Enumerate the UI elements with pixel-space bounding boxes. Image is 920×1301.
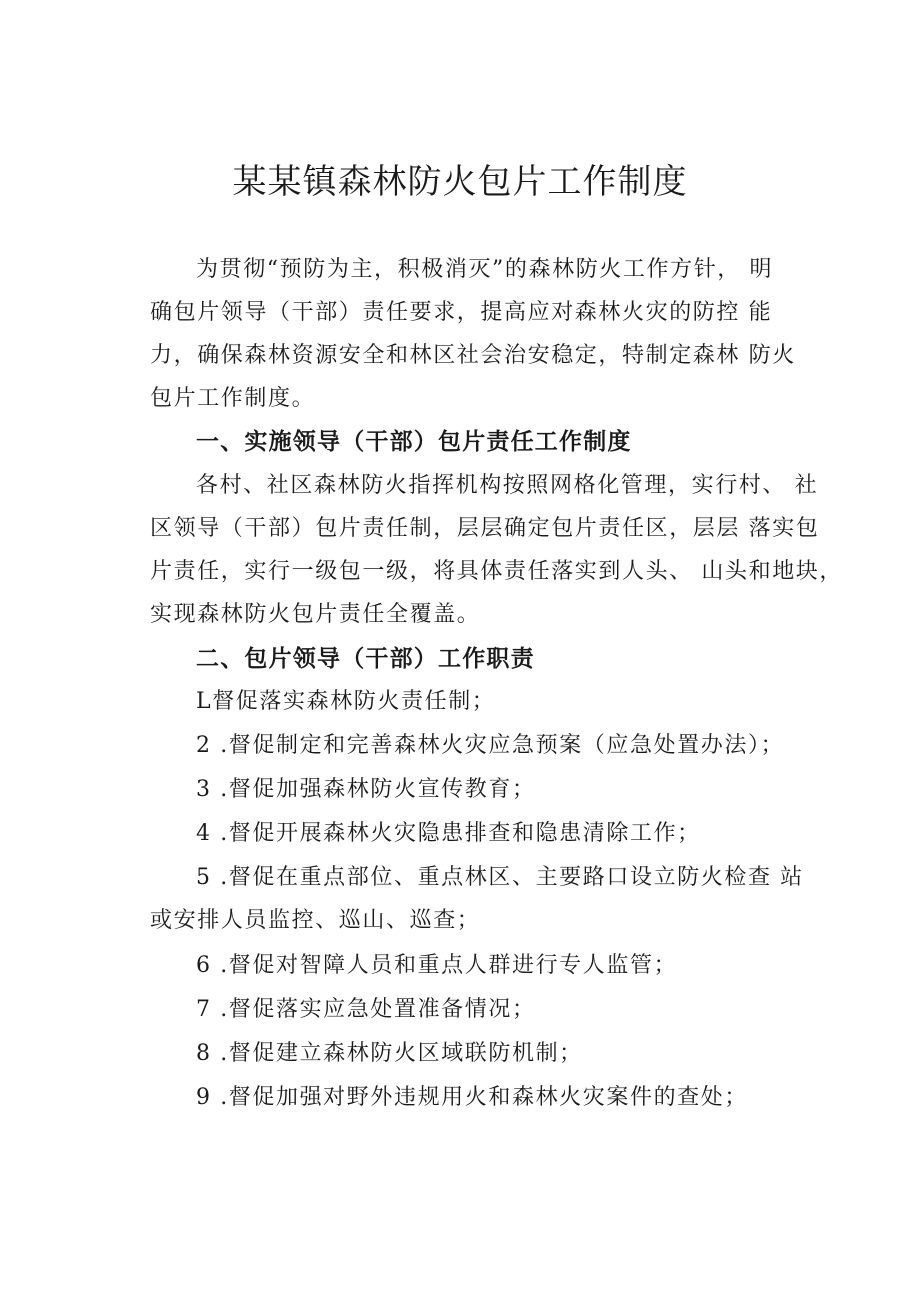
duty-item-9: 9 .督促加强对野外违规用火和森林火灾案件的查处； xyxy=(196,1085,748,1110)
document-title: 某某镇森林防火包片工作制度 xyxy=(232,162,688,202)
duty-item-4: 4 .督促开展森林火灾隐患排查和隐患清除工作； xyxy=(196,821,701,846)
section1-line-4: 实现森林防火包片责任全覆盖。 xyxy=(150,602,481,627)
duty-item-1: L督促落实森林防火责任制； xyxy=(196,689,496,714)
intro-line-3: 力，确保森林资源安全和林区社会治安稳定，特制定森林 防火 xyxy=(150,343,796,368)
section1-line-1: 各村、社区森林防火指挥机构按照网格化管理，实行村、 社 xyxy=(196,473,819,498)
duty-item-5: 5 .督促在重点部位、重点林区、主要路口设立防火检查 站 xyxy=(196,865,804,890)
duty-item-7: 7 .督促落实应急处置准备情况； xyxy=(196,997,536,1022)
duty-item-2: 2 .督促制定和完善森林火灾应急预案（应急处置办法）； xyxy=(196,733,785,758)
section1-line-3: 片责任，实行一级包一级，将具体责任落实到人头、 山头和地块， xyxy=(150,559,843,584)
duty-item-5-continued: 或安排人员监控、巡山、巡查； xyxy=(150,908,481,933)
section2-heading: 二、包片领导（干部）工作职责 xyxy=(196,646,535,672)
intro-line-2: 确包片领导（干部）责任要求，提高应对森林火灾的防控 能 xyxy=(150,300,773,325)
duty-item-6: 6 .督促对智障人员和重点人群进行专人监管； xyxy=(196,953,678,978)
duty-item-3: 3 .督促加强森林防火宣传教育； xyxy=(196,777,536,802)
intro-line-1: 为贯彻“预防为主，积极消灭”的森林防火工作方针， 明 xyxy=(196,257,774,282)
duty-item-8: 8 .督促建立森林防火区域联防机制； xyxy=(196,1041,583,1066)
section1-line-2: 区领导（干部）包片责任制，层层确定包片责任区，层层 落实包 xyxy=(150,516,820,541)
section1-heading: 一、实施领导（干部）包片责任工作制度 xyxy=(196,429,632,455)
intro-line-4: 包片工作制度。 xyxy=(150,386,316,411)
